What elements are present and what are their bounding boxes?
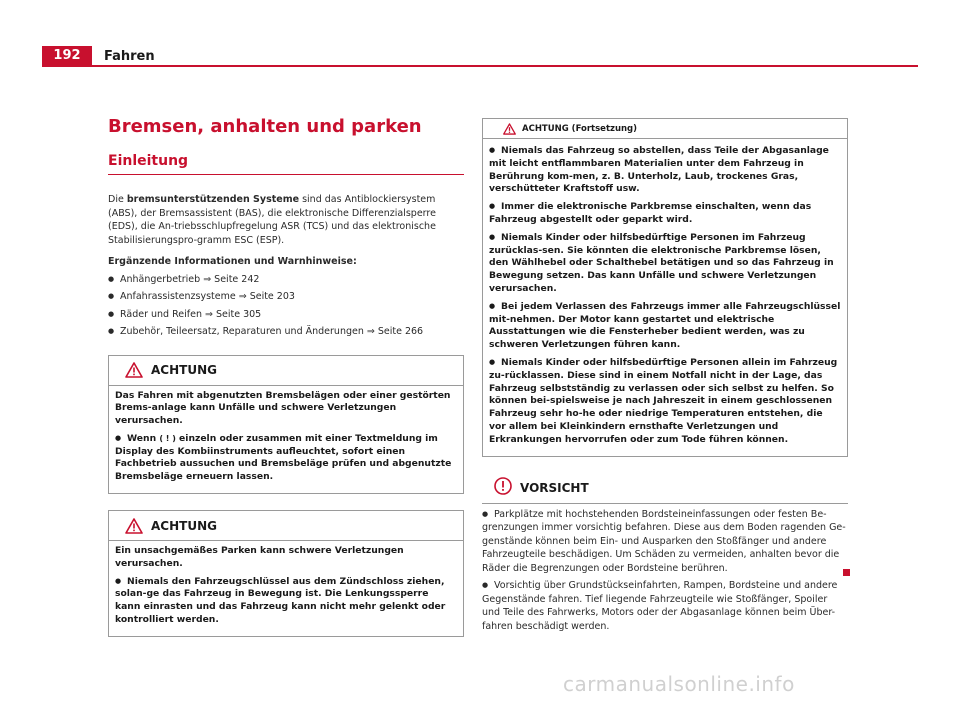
info-item[interactable]: ● Zubehör, Teileersatz, Reparaturen und Änderungen ⇒ Seite 266: [108, 325, 464, 339]
brake-warning-icon: ( ! ): [159, 433, 176, 443]
bullet-icon: ●: [115, 433, 122, 442]
section-subtitle: Einleitung: [108, 153, 464, 175]
warning-intro: Das Fahren mit abgenutzten Bremsbelägen oder einer gestörten Brems-anlage kann Unfälle und schwere Verletzungen verursachen.: [115, 389, 451, 427]
warning-body: [483, 139, 847, 456]
info-heading: Ergänzende Informationen und Warnhinweise:: [108, 256, 357, 267]
header-rule: [42, 65, 918, 67]
warning-bullet: [489, 231, 841, 296]
warning-bullet: [489, 300, 841, 352]
warning-triangle-icon: [503, 123, 516, 135]
warning-label: ACHTUNG: [151, 363, 217, 377]
warning-body: [109, 386, 463, 494]
intro-rest: sind das Antiblockiersystem (ABS), der Bremsassistent (BAS), die elektronische Differenzialsperre (EDS), die An-triebsschlupfregelung ASR (TCS) und das elektronische Stabilisierungspro-gramm ESC (ESP).: [108, 194, 436, 246]
section-end-marker: [843, 569, 850, 576]
warning-bullet-text: Immer die elektronische Parkbremse einschalten, wenn das Fahrzeug abgestellt oder geparkt wird.: [489, 201, 812, 225]
caution-rule: [482, 503, 848, 504]
warning-box-parking: [108, 510, 464, 637]
warning-header: [109, 356, 463, 386]
warning-box-continued: [482, 118, 848, 457]
warning-intro: Ein unsachgemäßes Parken kann schwere Verletzungen verursachen.: [115, 545, 404, 569]
intro-bold-term: bremsunterstützenden Systeme: [126, 194, 300, 205]
caution-body: [482, 508, 848, 634]
bullet-icon: ●: [115, 576, 122, 585]
watermark: carmanualsonline.info: [563, 672, 795, 696]
warning-bullet-text: Bei jedem Verlassen des Fahrzeugs immer alle Fahrzeugschlüssel mit-nehmen. Der Motor kann gestartet und elektrische Ausstattungen wie die Fensterheber bedient werden, was zu schweren Verletzungen führen kann.: [489, 300, 841, 351]
bullet-icon: ●: [489, 301, 496, 310]
warning-bullet-text: Niemals das Fahrzeug so abstellen, dass Teile der Abgasanlage mit leicht entflammbaren Materialien unter dem Fahrzeug in Berührung kom-men, z. B. Unterholz, Laub, trockenes Gras, verschütteter Kraftstoff usw.: [489, 145, 829, 195]
info-item[interactable]: ● Anhängerbetrieb ⇒ Seite 242: [108, 273, 464, 287]
caution-bullet: [482, 508, 848, 576]
page-number: 192: [42, 46, 92, 66]
info-item[interactable]: ● Räder und Reifen ⇒ Seite 305: [108, 308, 464, 322]
warning-bullet-text-a: Wenn: [127, 432, 160, 444]
warning-header: [483, 119, 847, 139]
caution-bullet: [482, 579, 848, 633]
warning-label: ACHTUNG (Fortsetzung): [522, 123, 638, 134]
caution-bullet-text: Vorsichtig über Grundstückseinfahrten, Rampen, Bordsteine und andere Gegenstände fahren. Tief liegende Fahrzeugteile wie Stoßfänger, Spoiler und Teile des Fahrwerks, Motors oder der Abgasanlage können beim Über-fahren beschädigt werden.: [482, 580, 838, 632]
warning-bullet-text: Niemals Kinder oder hilfsbedürftige Personen im Fahrzeug zurücklas-sen. Sie könnten die elektronische Parkbremse lösen, den Wählhebel oder Schalthebel betätigen und so das Fahrzeug in Bewegung setzen. Das kann Unfälle und schwere Verletzungen verursachen.: [489, 231, 834, 294]
warning-bullet-text: Niemals Kinder oder hilfsbedürftige Personen allein im Fahrzeug zu-rücklassen. Diese sind in einem Notfall nicht in der Lage, das Fahrzeug selbstständig zu verlassen oder sich selbst zu helfen. So können bei-spielsweise je nach Jahreszeit in einem geschlossenen Fahrzeug sehr ho-he oder niedrige Temperaturen entstehen, die vor allem bei Kleinkindern ernsthafte Verletzungen und Erkrankungen hervorrufen oder zum Tode führen können.: [489, 356, 838, 445]
bullet-icon: ●: [489, 357, 496, 366]
section-title: Fahren: [104, 49, 155, 64]
bullet-icon: ●: [482, 581, 489, 590]
intro-paragraph: [108, 193, 464, 247]
warning-header: [109, 511, 463, 541]
warning-bullet: [115, 432, 457, 484]
warning-bullet-text: Niemals den Fahrzeugschlüssel aus dem Zündschloss ziehen, solan-ge das Fahrzeug in Bewegung ist. Die Lenkungssperre kann einrasten und das Fahrzeug kann nicht mehr gelenkt oder kontrolliert werden.: [115, 575, 446, 626]
warning-bullet-text-b: einzeln oder zusammen mit einer Textmeldung im Display des Kombiinstruments aufleuchtet, sofort einen Fachbetrieb aussuchen und Bremsbeläge prüfen und abgenutzte Bremsbeläge erneuern lassen.: [115, 432, 452, 483]
warning-label: ACHTUNG: [151, 518, 217, 533]
warning-bullet: [115, 575, 457, 627]
warning-bullet: [489, 144, 841, 196]
right-column: [482, 118, 848, 637]
bullet-icon: ●: [489, 232, 496, 241]
caution-header: [482, 477, 848, 499]
bullet-icon: ●: [489, 146, 496, 154]
info-item[interactable]: ● Anfahrassistenzsysteme ⇒ Seite 203: [108, 290, 464, 304]
warning-bullet: [489, 200, 841, 227]
warning-triangle-icon: [125, 362, 143, 378]
left-column: [108, 113, 464, 637]
bullet-icon: ●: [489, 202, 496, 211]
warning-body: [109, 541, 463, 636]
bullet-icon: ●: [482, 509, 489, 518]
warning-bullet: [489, 356, 841, 447]
caution-exclamation-icon: [494, 477, 512, 499]
caution-label: VORSICHT: [520, 480, 589, 495]
caution-bullet-text: Parkplätze mit hochstehenden Bordsteineinfassungen oder festen Be-grenzungen immer vorsichtig befahren. Diese aus dem Boden ragenden Ge-genstände können beim Ein- und Ausparken den Stoßfänger und andere Fahrzeugteile beschädigen. Um Schäden zu vermeiden, anhalten bevor die Räder die Begrenzungen oder Bordsteine berühren.: [482, 508, 846, 574]
chapter-title: Bremsen, anhalten und parken: [108, 116, 422, 137]
info-list: [108, 273, 464, 339]
warning-triangle-icon: [125, 518, 143, 534]
intro-prefix: Die: [108, 194, 127, 205]
warning-box-brakes: [108, 355, 464, 495]
